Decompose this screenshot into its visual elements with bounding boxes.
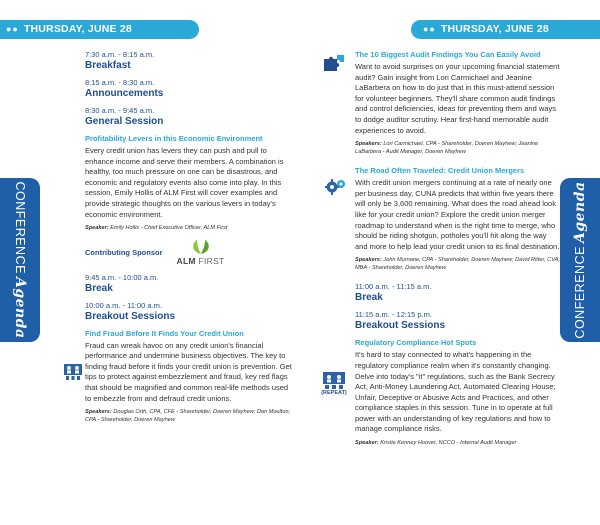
session-body: With credit union mergers continuing at a rate of nearly one per business day, CUNA predicts that within five years there will only be 3,600 remaining. What does the road ahead look like for your credit union? Explore the credit union merger roadmap to understand when is the right time to merge, who should be riding shotgun, potholes you'll hit along the way and more to help lead your credit union to its final destination. — [355, 178, 560, 251]
side-tab-right — [560, 178, 600, 342]
repeat-session-marker — [320, 372, 348, 396]
slot-title: Break — [355, 292, 383, 304]
slot-time: 11:00 a.m. - 11:15 a.m. — [355, 282, 432, 292]
dots: ●● — [423, 24, 436, 34]
side-tab-left — [0, 178, 40, 342]
tab-script: Agenda — [572, 181, 588, 244]
session-title: The 10 Biggest Audit Findings You Can Easily Avoid — [355, 50, 541, 59]
right-column — [355, 50, 560, 448]
tab-script: Agenda — [12, 276, 28, 339]
slot-title: Announcements — [85, 88, 164, 99]
day-header-text: THURSDAY, JUNE 28 — [23, 23, 132, 35]
session-body: Want to avoid surprises on your upcoming financial statement audit? Gain insight from Lori Carmichael and Jeanine LaBarbera on how to do just that in this must-attend session for volunteer beginners. They'll share common audit findings and control deficiencies, ideas for preventing them and ways to dodge auditor scrutiny. Hear first-hand memorable audit experiences to avoid. — [355, 62, 560, 135]
leaf-icon — [188, 239, 214, 255]
slot-time: 11:15 a.m. - 12:15 p.m. — [355, 310, 432, 320]
session-body: It's hard to stay connected to what's happening in the regulatory compliance realm when it's constantly changing. Delve into today's "it" regulations, such as the Bank Secrecy Act, Anti-Money Laundering Act, Automated Clearing House; Unfair, Deceptive or Abusive Acts and Practices, and other compliance staples in this session. Tune in to operate at full power with an understanding of key regulations and how to manage compliance risks. — [355, 350, 556, 434]
session-speaker: Speaker: Emily Hollis - Chief Executive Officer, ALM First — [85, 225, 228, 232]
day-header-text: THURSDAY, JUNE 28 — [440, 23, 549, 35]
day-header-right — [411, 20, 600, 39]
session-speaker: Speakers: Douglas Orth, CPA, CFE - Shareholder, Doeren Mayhew; Dan Moulton, CPA - Shareholder, Doeren Mayhew — [85, 409, 291, 423]
left-column — [85, 50, 295, 424]
slot-time: 8:30 a.m. - 9:45 a.m. — [85, 106, 155, 115]
slot-time: 10:00 a.m. - 11:00 a.m. — [85, 300, 162, 310]
slot-title: General Session — [85, 116, 164, 127]
slot-time: 9:45 a.m. - 10:00 a.m. — [85, 272, 159, 282]
slot-title: Break — [85, 282, 113, 294]
slot-time: 7:30 a.m. - 8:15 a.m. — [85, 50, 155, 59]
repeat-label: (REPEAT) — [321, 390, 347, 396]
tab-word: CONFERENCE — [573, 246, 587, 339]
session-title: Regulatory Compliance Hot Spots — [355, 338, 477, 348]
session-speaker: Speakers: Lori Carmichael, CPA - Shareholder, Doeren Mayhew; Jeanine LaBarbera - Audit Manager, Doeren Mayhew — [355, 141, 539, 155]
session-title: The Road Often Traveled: Credit Union Mergers — [355, 166, 525, 176]
presentation-icon — [323, 372, 345, 389]
session-title: Profitability Levers in this Economic Environment — [85, 134, 263, 143]
tab-word: CONFERENCE — [13, 181, 27, 274]
session-body: Every credit union has levers they can push and pull to enhance income and serve their members. A combination is healthy, too much pressure on one can be disastrous, and economic and regulatory events also come into play. In this session, Emily Hollis of ALM First will cover examples and provide strategic thoughts on the various levers in today's economic environment. — [85, 146, 284, 219]
slot-title: Breakout Sessions — [85, 310, 176, 322]
session-title: Find Fraud Before It Finds Your Credit Union — [85, 328, 244, 338]
sponsor-label: Contributing Sponsor — [85, 247, 163, 257]
alm-first-logo: ALM FIRST — [177, 239, 225, 266]
people-icon — [64, 364, 82, 380]
puzzle-icon — [323, 54, 345, 72]
contributing-sponsor — [85, 239, 295, 266]
slot-time: 8:15 a.m. - 8:30 a.m. — [85, 78, 155, 87]
session-speaker: Speakers: John Murnane, CPA - Shareholder, Doeren Mayhew; David Ritter, CVA, MBA - Shareholder, Doeren Mayhew — [355, 257, 560, 271]
day-header-left — [0, 20, 199, 39]
dots: ●● — [6, 24, 19, 34]
slot-title: Breakfast — [85, 60, 131, 71]
session-body: Fraud can wreak havoc on any credit union's financial performance and undermine business objectives. The key to finding fraud before it finds your credit union is prevention. Get tips to protect against embezzlement and fraud, key red flags that should be magnified and common real-life methods used to embezzle from and defraud credit unions. — [85, 340, 292, 403]
gears-icon — [325, 178, 347, 196]
slot-title: Breakout Sessions — [355, 320, 446, 332]
session-speaker: Speaker: Kristie Kenney Hoover, NCCO - Internal Audit Manager — [355, 440, 517, 447]
